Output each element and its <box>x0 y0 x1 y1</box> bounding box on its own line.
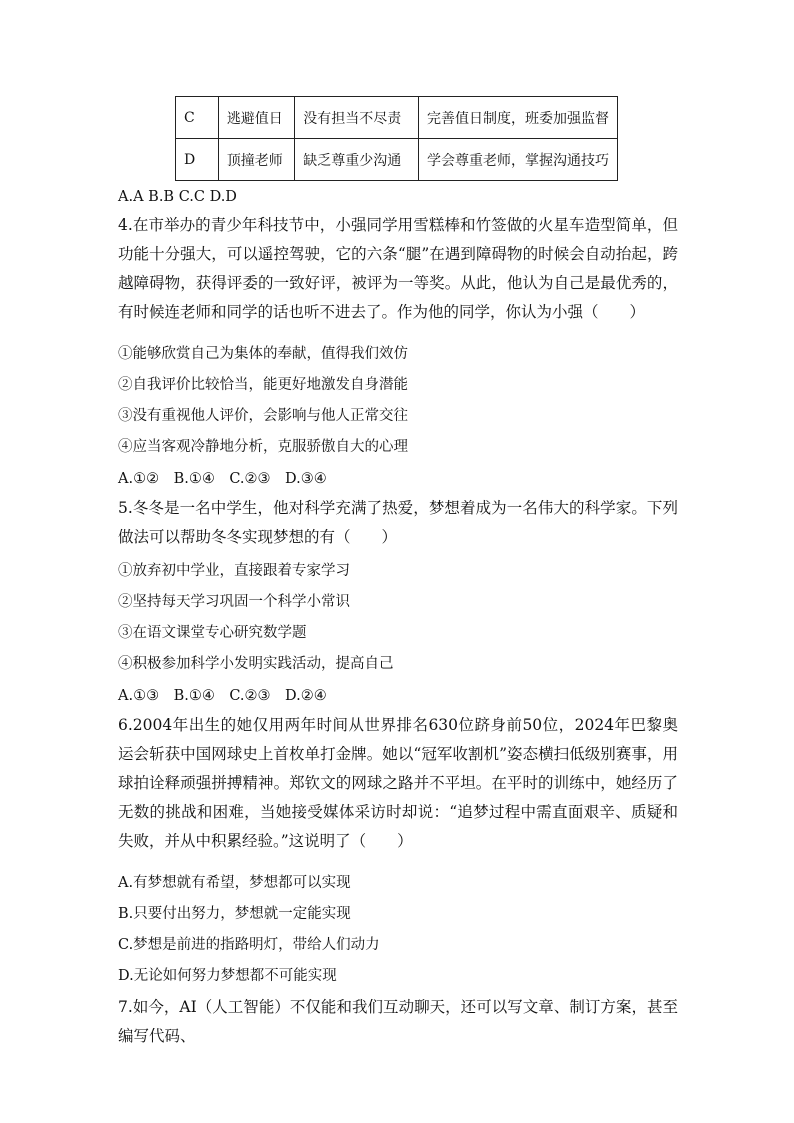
table-cell: 完善值日制度，班委加强监督 <box>419 97 618 139</box>
table-cell: 逃避值日 <box>218 97 294 139</box>
q5-option: ③在语文课堂专心研究数学题 <box>118 625 307 641</box>
q6-option: C.梦想是前进的指路明灯，带给人们动力 <box>118 937 380 953</box>
q5-option: ①放弃初中学业，直接跟着专家学习 <box>118 563 350 579</box>
options-table <box>175 96 618 181</box>
q3-answer-choices: A.A B.B C.C D.D <box>118 189 237 205</box>
q4-option: ③没有重视他人评价，会影响与他人正常交往 <box>118 408 408 424</box>
q6-option: D.无论如何努力梦想都不可能实现 <box>118 968 337 984</box>
q5-option: ②坚持每天学习巩固一个科学小常识 <box>118 594 350 610</box>
q6-stem: 6.2004年出生的她仅用两年时间从世界排名630位跻身前50位，2024年巴黎奥运会斩获中国网球史上首枚单打金牌。她以“冠军收割机”姿态横扫低级别赛事，用球拍诠释顽强拼搏精神。郑钦文的网球之路并不平坦。在平时的训练中，她经历了无数的挑战和困难，当她接受媒体采访时却说：“追梦过程中需直面艰辛、质疑和失败，并从中积累经验。”这说明了（ ） <box>118 716 678 850</box>
q6-option: B.只要付出努力，梦想就一定能实现 <box>118 906 351 922</box>
q4-option: ①能够欣赏自己为集体的奉献，值得我们效仿 <box>118 346 408 362</box>
q6-option: A.有梦想就有希望，梦想都可以实现 <box>118 875 351 891</box>
q4-option: ②自我评价比较恰当，能更好地激发自身潜能 <box>118 377 408 393</box>
q4-option: ④应当客观冷静地分析，克服骄傲自大的心理 <box>118 439 408 455</box>
table-row <box>176 97 618 139</box>
q5-answer-choices: A.①③ B.①④ C.②③ D.②④ <box>118 688 327 704</box>
q4-answer-choices: A.①② B.①④ C.②③ D.③④ <box>118 471 327 487</box>
q7-stem: 7.如今，AI（人工智能）不仅能和我们互动聊天，还可以写文章、制订方案，甚至编写代码、 <box>118 998 678 1045</box>
table-cell: C <box>176 97 219 139</box>
q5-option: ④积极参加科学小发明实践活动，提高自己 <box>118 656 394 672</box>
table-cell: 顶撞老师 <box>218 139 294 181</box>
q4-stem: 4.在市举办的青少年科技节中，小强同学用雪糕棒和竹签做的火星车造型简单，但功能十分强大，可以遥控驾驶，它的六条“腿”在遇到障碍物的时候会自动抬起，跨越障碍物，获得评委的一致好评，被评为一等奖。从此，他认为自己是最优秀的，有时候连老师和同学的话也听不进去了。作为他的同学，你认为小强（ ） <box>118 216 678 321</box>
table-cell: 没有担当不尽责 <box>295 97 419 139</box>
table-cell: 缺乏尊重少沟通 <box>295 139 419 181</box>
q5-stem: 5.冬冬是一名中学生，他对科学充满了热爱，梦想着成为一名伟大的科学家。下列做法可以帮助冬冬实现梦想的有（ ） <box>118 499 678 546</box>
table-cell: D <box>176 139 219 181</box>
table-row <box>176 139 618 181</box>
table-cell: 学会尊重老师，掌握沟通技巧 <box>419 139 618 181</box>
